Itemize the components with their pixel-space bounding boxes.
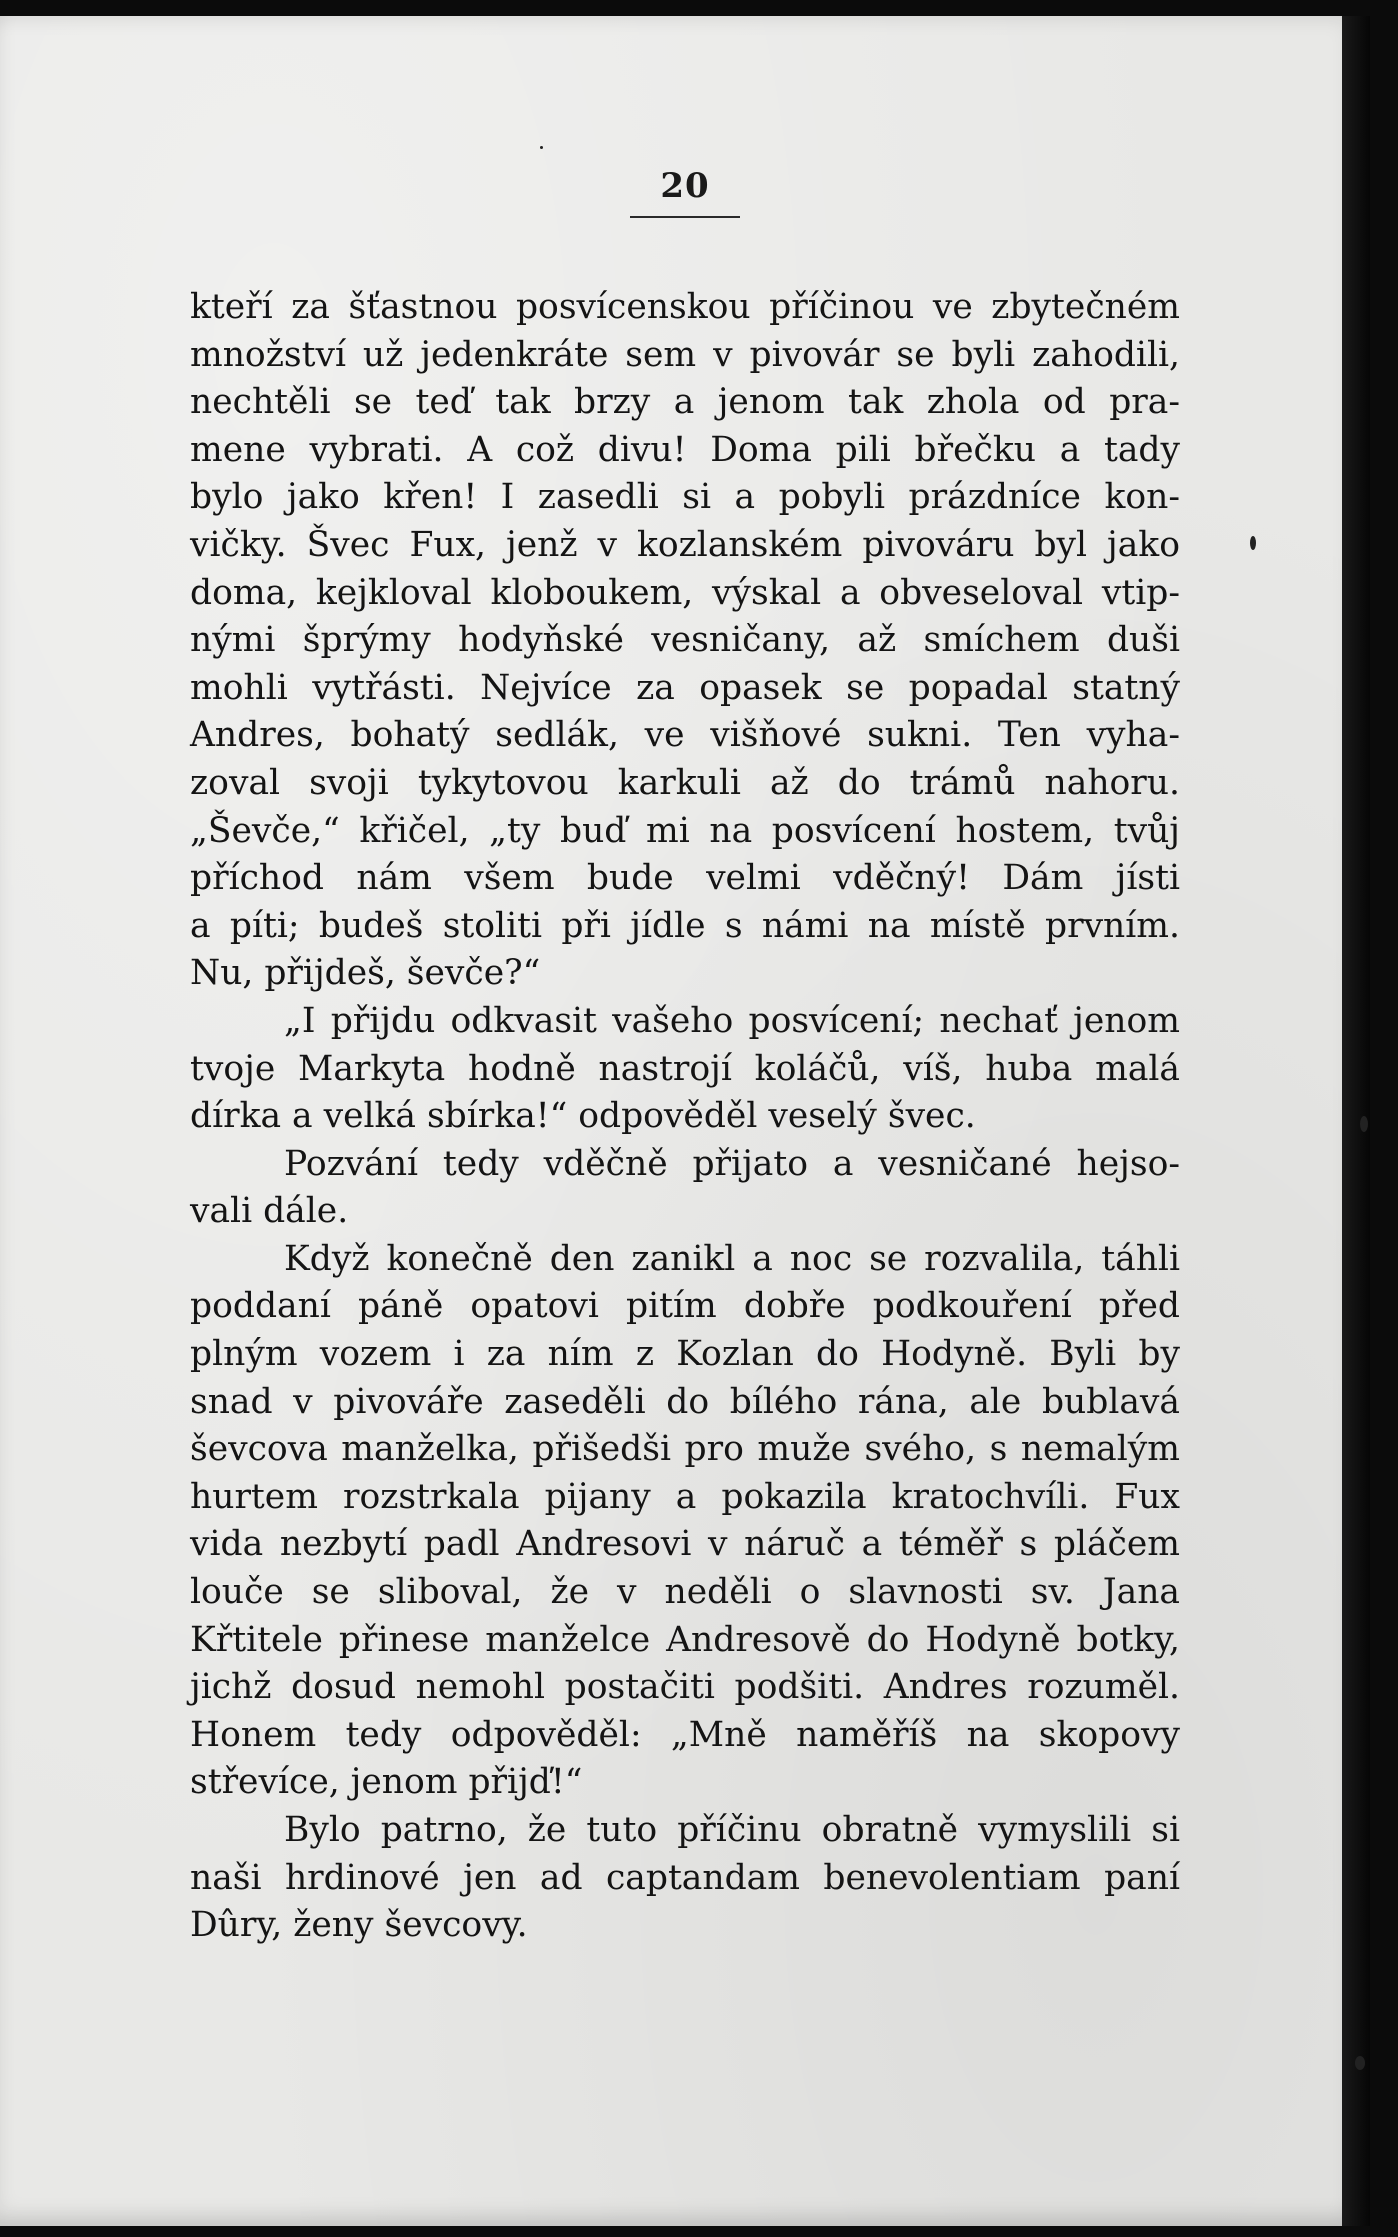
- body-text: [190, 284, 1180, 1950]
- text-line: Honem tedy odpověděl: „Mně naměříš na skopovy: [190, 1714, 1180, 1755]
- text-line: zoval svoji tykytovou karkuli až do trámů nahoru.: [190, 762, 1180, 803]
- text-line: a píti; budeš stoliti při jídle s námi na místě prvním.: [190, 905, 1180, 946]
- paper-speck: [1250, 536, 1256, 550]
- page-number-rule: [630, 216, 740, 218]
- text-line: Když konečně den zanikl a noc se rozvalila, táhli: [284, 1238, 1180, 1279]
- text-line: nechtěli se teď tak brzy a jenom tak zhola od pra-: [190, 382, 1180, 423]
- text-line: Andres, bohatý sedlák, ve višňové sukni. Ten vyha-: [190, 715, 1180, 756]
- text-line: poddaní páně opatovi pitím dobře podkouření před: [190, 1286, 1180, 1327]
- text-line: naši hrdinové jen ad captandam benevolentiam paní: [190, 1857, 1180, 1898]
- text-line: množství už jedenkráte sem v pivovár se byli zahodili,: [190, 334, 1180, 375]
- text-line: „Ševče,“ křičel, „ty buď mi na posvícení hostem, tvůj: [190, 810, 1180, 851]
- book-page: [0, 16, 1370, 2226]
- text-line: střevíce, jenom přijď!“: [190, 1762, 583, 1803]
- text-line: nými šprýmy hodyňské vesničany, až smíchem duši: [190, 620, 1180, 661]
- text-line: plným vozem i za ním z Kozlan do Hodyně. Byli by: [190, 1334, 1180, 1375]
- text-line: dírka a velká sbírka!“ odpověděl veselý švec.: [190, 1096, 976, 1137]
- text-line: „I přijdu odkvasit vašeho posvícení; nechať jenom: [284, 1000, 1180, 1041]
- text-line: Křtitele přinese manželce Andresově do Hodyně botky,: [190, 1619, 1180, 1660]
- text-line: vali dále.: [190, 1191, 349, 1232]
- text-line: vida nezbytí padl Andresovi v náruč a téměř s pláčem: [190, 1524, 1180, 1565]
- text-line: mene vybrati. A což divu! Doma pili břečku a tady: [190, 429, 1180, 470]
- text-line: snad v pivováře zaseděli do bílého rána, ale bublavá: [190, 1381, 1180, 1422]
- text-line: hurtem rozstrkala pijany a pokazila kratochvíli. Fux: [190, 1476, 1180, 1517]
- text-line: tvoje Markyta hodně nastrojí koláčů, víš, huba malá: [190, 1048, 1180, 1089]
- text-line: ševcova manželka, přišedši pro muže svého, s nemalým: [190, 1429, 1180, 1470]
- text-line: doma, kejkloval kloboukem, výskal a obveseloval vtip-: [190, 572, 1180, 613]
- text-line: Bylo patrno, že tuto příčinu obratně vymyslili si: [284, 1810, 1180, 1850]
- text-line: Pozvání tedy vděčně přijato a vesničané hejso-: [284, 1143, 1180, 1184]
- text-line: louče se sliboval, že v neděli o slavnosti sv. Jana: [190, 1572, 1180, 1613]
- text-line: vičky. Švec Fux, jenž v kozlanském pivováru byl jako: [190, 524, 1180, 565]
- text-line: Nu, přijdeš, ševče?“: [190, 953, 541, 994]
- text-line: kteří za šťastnou posvícenskou příčinou ve zbytečném: [190, 287, 1180, 327]
- paper-speck: [1355, 2056, 1365, 2070]
- text-line: Dûry, ženy ševcovy.: [190, 1905, 528, 1946]
- text-line: jichž dosud nemohl postačiti podšiti. Andres rozuměl.: [190, 1667, 1180, 1708]
- text-line: mohli vytřásti. Nejvíce za opasek se popadal statný: [190, 667, 1180, 708]
- paper-speck: [1360, 1116, 1368, 1132]
- paper-speck: [540, 146, 543, 149]
- text-line: bylo jako křen! I zasedli si a pobyli prázdníce kon-: [190, 477, 1180, 518]
- page-number: 20: [660, 166, 710, 206]
- text-line: příchod nám všem bude velmi vděčný! Dám jísti: [190, 858, 1180, 899]
